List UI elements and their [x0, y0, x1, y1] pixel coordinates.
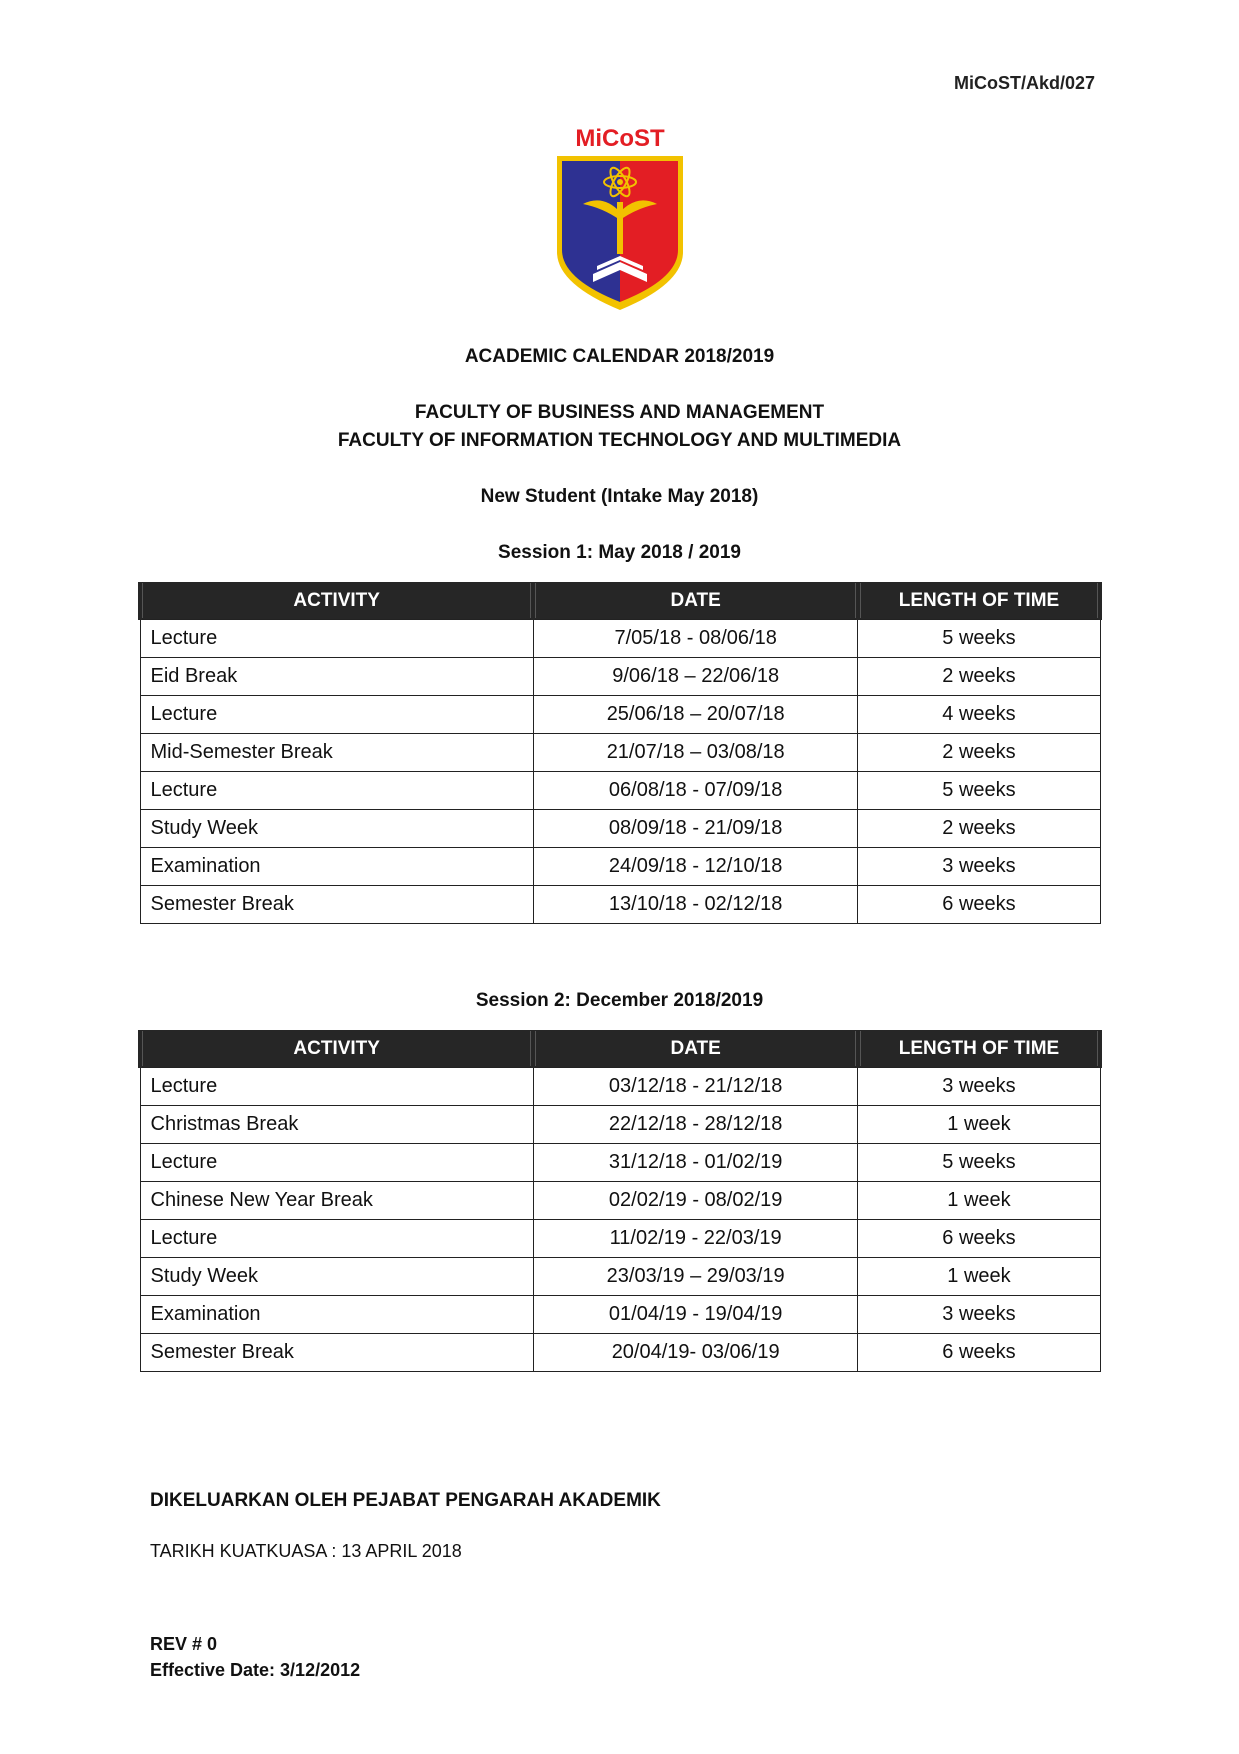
cell-activity: Lecture	[140, 696, 533, 734]
table-row	[140, 1106, 1100, 1144]
table-header	[140, 1030, 1100, 1068]
cell-length: 5 weeks	[858, 620, 1100, 658]
cell-length: 5 weeks	[858, 772, 1100, 810]
cell-date: 13/10/18 - 02/12/18	[533, 886, 858, 924]
faculty-it: FACULTY OF INFORMATION TECHNOLOGY AND MULTIMEDIA	[337, 430, 902, 451]
cell-activity: Lecture	[140, 772, 533, 810]
calendar-title: ACADEMIC CALENDAR 2018/2019	[464, 346, 775, 367]
header-activity: ACTIVITY	[140, 1030, 533, 1068]
cell-length: 3 weeks	[858, 1068, 1100, 1106]
cell-length: 6 weeks	[858, 886, 1100, 924]
cell-length: 1 week	[858, 1106, 1100, 1144]
cell-date: 7/05/18 - 08/06/18	[533, 620, 858, 658]
table-header	[140, 582, 1100, 620]
table-row	[140, 1334, 1100, 1372]
cell-activity: Semester Break	[140, 1334, 533, 1372]
cell-activity: Lecture	[140, 620, 533, 658]
table-row	[140, 1182, 1100, 1220]
cell-date: 25/06/18 – 20/07/18	[533, 696, 858, 734]
effective-notice: TARIKH KUATKUASA : 13 APRIL 2018	[150, 1541, 462, 1561]
cell-date: 20/04/19- 03/06/19	[533, 1334, 858, 1372]
table-row	[140, 810, 1100, 848]
session2-heading: Session 2: December 2018/2019	[475, 990, 764, 1011]
table-row	[140, 1144, 1100, 1182]
cell-length: 2 weeks	[858, 658, 1100, 696]
cell-activity: Chinese New Year Break	[140, 1182, 533, 1220]
header-date: DATE	[533, 582, 858, 620]
table-row	[140, 848, 1100, 886]
cell-length: 2 weeks	[858, 810, 1100, 848]
header-length: LENGTH OF TIME	[858, 1030, 1100, 1068]
cell-activity: Semester Break	[140, 886, 533, 924]
shield-crest-icon	[553, 124, 687, 312]
session1-heading: Session 1: May 2018 / 2019	[498, 542, 741, 563]
logo-text: MiCoST	[575, 125, 665, 152]
cell-date: 22/12/18 - 28/12/18	[533, 1106, 858, 1144]
cell-activity: Examination	[140, 1296, 533, 1334]
cell-date: 9/06/18 – 22/06/18	[533, 658, 858, 696]
cell-length: 1 week	[858, 1182, 1100, 1220]
micost-logo	[553, 124, 687, 312]
cell-date: 11/02/19 - 22/03/19	[533, 1220, 858, 1258]
table-row	[140, 1296, 1100, 1334]
cell-length: 3 weeks	[858, 848, 1100, 886]
intake-label: New Student (Intake May 2018)	[480, 486, 759, 507]
cell-date: 24/09/18 - 12/10/18	[533, 848, 858, 886]
cell-activity: Mid-Semester Break	[140, 734, 533, 772]
revision-number: REV # 0	[150, 1634, 218, 1654]
cell-length: 4 weeks	[858, 696, 1100, 734]
table-row	[140, 734, 1100, 772]
cell-date: 01/04/19 - 19/04/19	[533, 1296, 858, 1334]
cell-date: 03/12/18 - 21/12/18	[533, 1068, 858, 1106]
table-row	[140, 886, 1100, 924]
table-row	[140, 1068, 1100, 1106]
header-activity: ACTIVITY	[140, 582, 533, 620]
cell-length: 6 weeks	[858, 1334, 1100, 1372]
cell-activity: Lecture	[140, 1144, 533, 1182]
header-date: DATE	[533, 1030, 858, 1068]
cell-activity: Eid Break	[140, 658, 533, 696]
cell-activity: Examination	[140, 848, 533, 886]
effective-date: Effective Date: 3/12/2012	[150, 1660, 361, 1680]
cell-activity: Study Week	[140, 810, 533, 848]
cell-length: 1 week	[858, 1258, 1100, 1296]
cell-length: 5 weeks	[858, 1144, 1100, 1182]
table-row	[140, 620, 1100, 658]
table-row	[140, 772, 1100, 810]
header-length: LENGTH OF TIME	[858, 582, 1100, 620]
table-row	[140, 1258, 1100, 1296]
session2-table	[138, 1030, 1102, 1372]
table-row	[140, 696, 1100, 734]
cell-activity: Christmas Break	[140, 1106, 533, 1144]
issued-by: DIKELUARKAN OLEH PEJABAT PENGARAH AKADEMIK	[150, 1490, 661, 1511]
table-row	[140, 1220, 1100, 1258]
cell-length: 6 weeks	[858, 1220, 1100, 1258]
cell-date: 08/09/18 - 21/09/18	[533, 810, 858, 848]
cell-activity: Lecture	[140, 1068, 533, 1106]
cell-date: 23/03/19 – 29/03/19	[533, 1258, 858, 1296]
table-row	[140, 658, 1100, 696]
cell-date: 31/12/18 - 01/02/19	[533, 1144, 858, 1182]
document-code: MiCoST/Akd/027	[953, 73, 1095, 93]
cell-activity: Study Week	[140, 1258, 533, 1296]
cell-activity: Lecture	[140, 1220, 533, 1258]
faculty-business: FACULTY OF BUSINESS AND MANAGEMENT	[414, 402, 825, 423]
session1-table	[138, 582, 1102, 924]
cell-length: 3 weeks	[858, 1296, 1100, 1334]
cell-date: 02/02/19 - 08/02/19	[533, 1182, 858, 1220]
cell-length: 2 weeks	[858, 734, 1100, 772]
cell-date: 06/08/18 - 07/09/18	[533, 772, 858, 810]
cell-date: 21/07/18 – 03/08/18	[533, 734, 858, 772]
